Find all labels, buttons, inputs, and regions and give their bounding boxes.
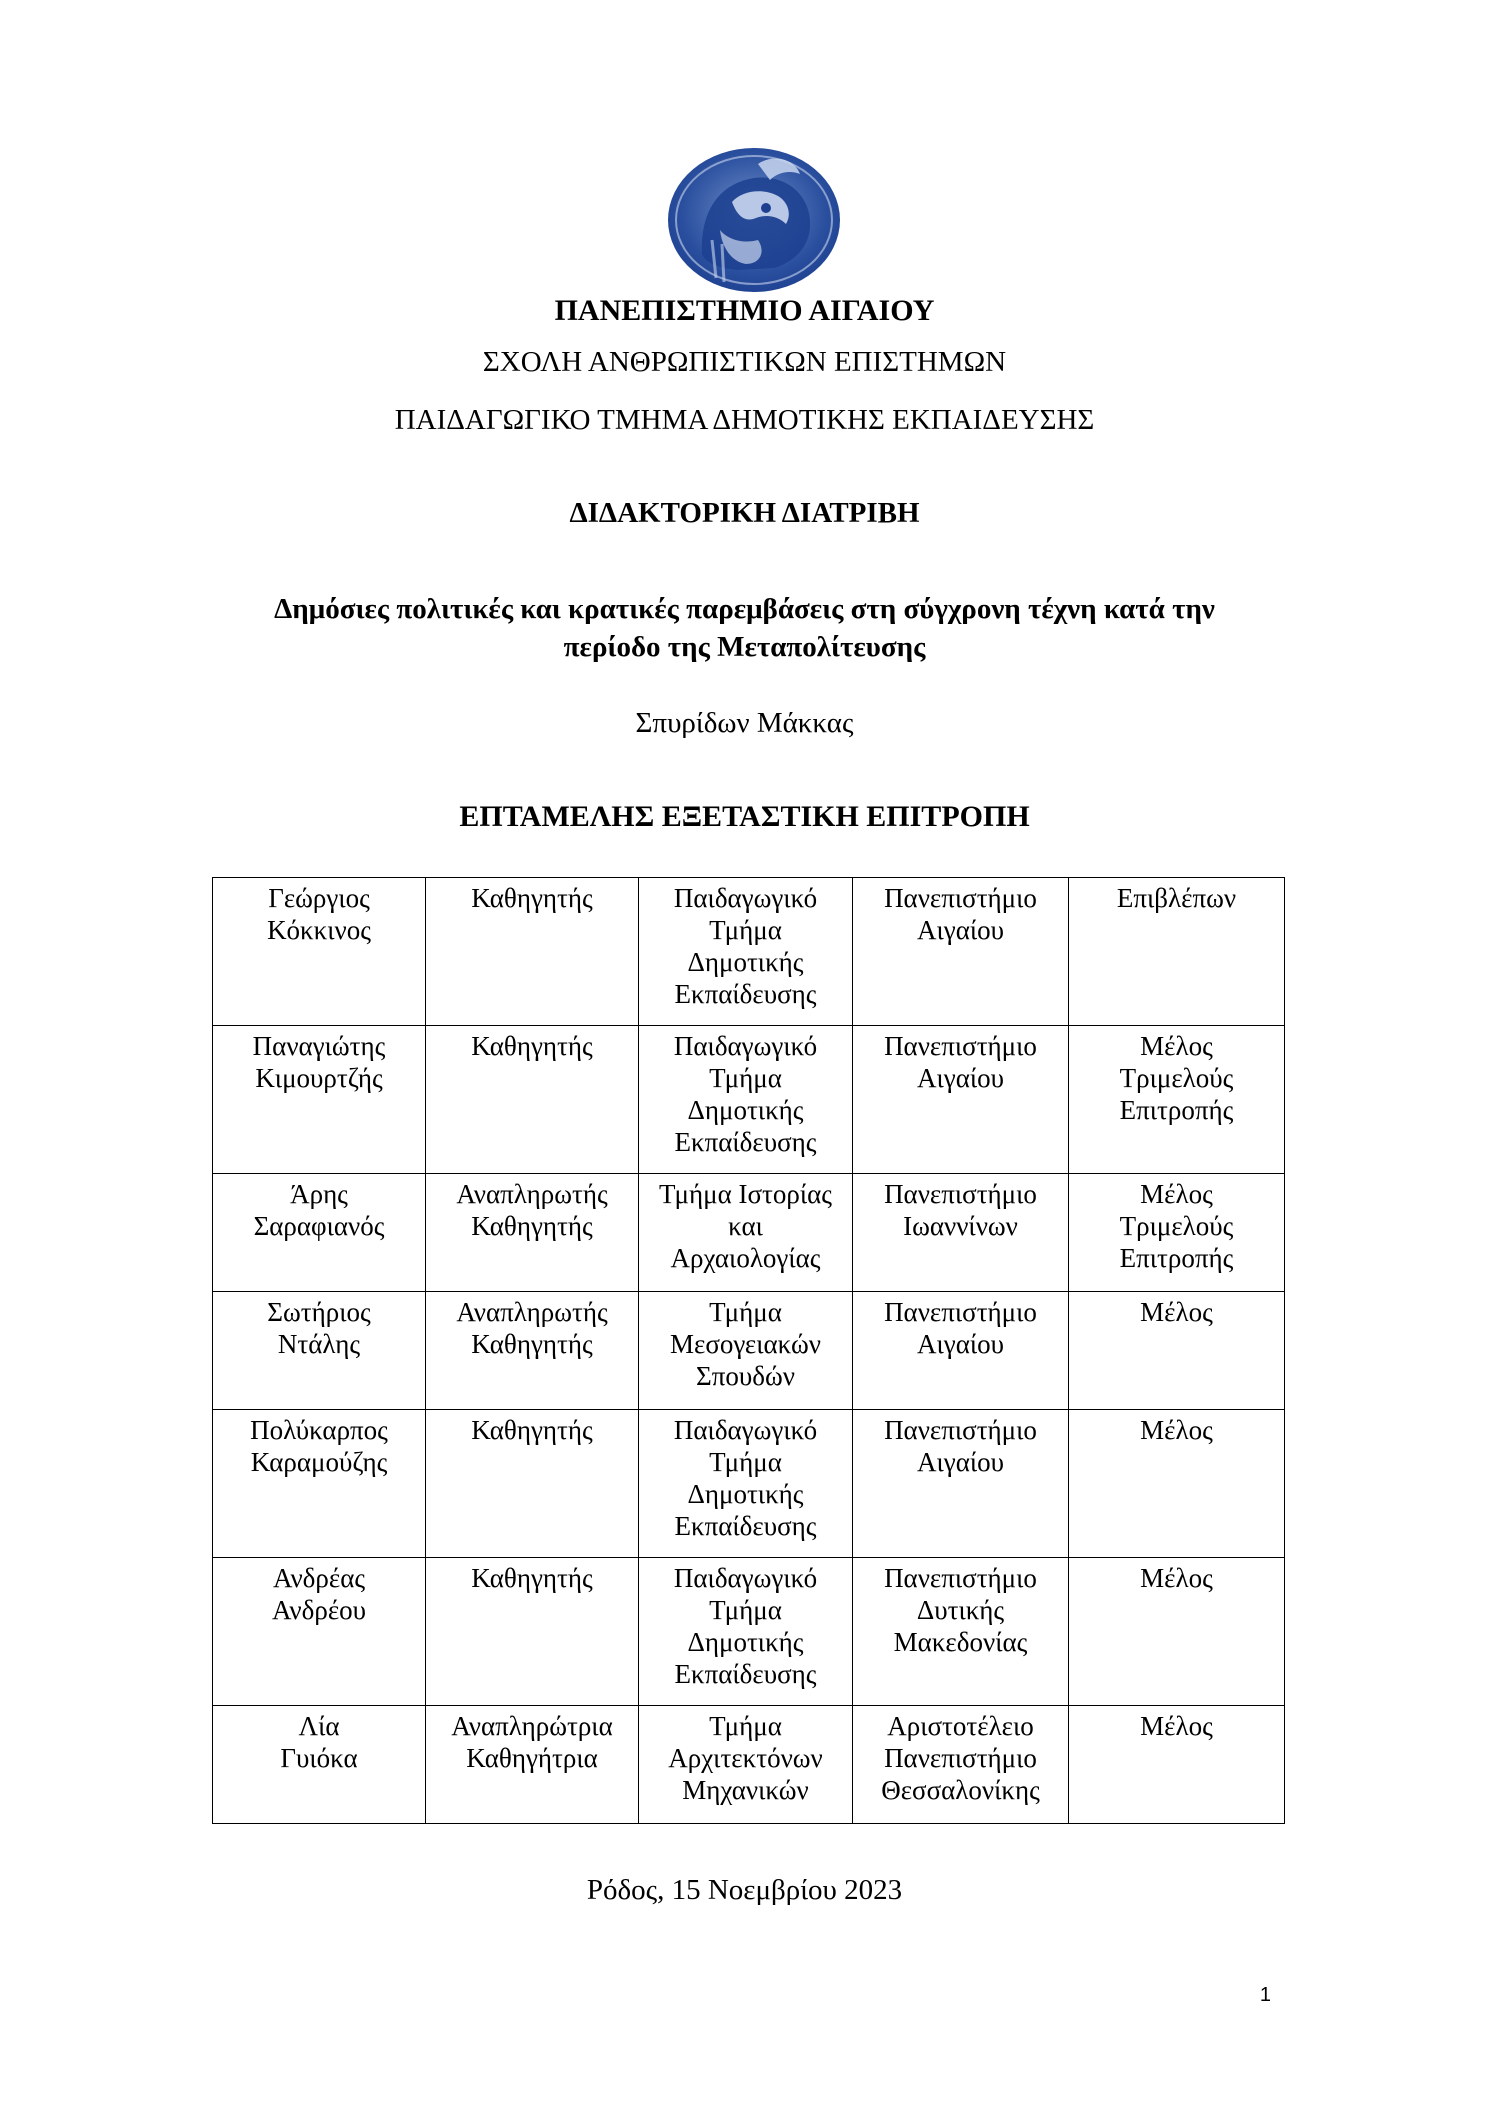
member-role-cell: Μέλος Τριμελούς Επιτροπής — [1069, 1026, 1285, 1174]
member-university-cell: Πανεπιστήμιο Αιγαίου — [853, 1410, 1069, 1558]
member-university-cell: Πανεπιστήμιο Αιγαίου — [853, 878, 1069, 1026]
department-name: ΠΑΙΔΑΓΩΓΙΚΟ ΤΜΗΜΑ ΔΗΜΟΤΙΚΗΣ ΕΚΠΑΙΔΕΥΣΗΣ — [394, 404, 1095, 436]
member-university-cell: Πανεπιστήμιο Αιγαίου — [853, 1292, 1069, 1410]
member-rank-cell: Καθηγητής — [426, 1558, 639, 1706]
member-role-cell: Μέλος — [1069, 1706, 1285, 1824]
member-name-cell: Λία Γυιόκα — [213, 1706, 426, 1824]
thesis-title — [0, 590, 1489, 666]
member-department-cell: Τμήμα Αρχιτεκτόνων Μηχανικών — [639, 1706, 853, 1824]
table-row — [213, 1292, 1285, 1410]
member-rank-cell: Καθηγητής — [426, 1410, 639, 1558]
member-rank-cell: Καθηγητής — [426, 1026, 639, 1174]
member-name-cell: Ανδρέας Ανδρέου — [213, 1558, 426, 1706]
member-department-cell: Τμήμα Μεσογειακών Σπουδών — [639, 1292, 853, 1410]
table-row — [213, 1410, 1285, 1558]
member-university-cell: Αριστοτέλειο Πανεπιστήμιο Θεσσαλονίκης — [853, 1706, 1069, 1824]
member-name-cell: Άρης Σαραφιανός — [213, 1174, 426, 1292]
member-department-cell: Παιδαγωγικό Τμήμα Δημοτικής Εκπαίδευσης — [639, 1410, 853, 1558]
member-rank-cell: Αναπληρωτής Καθηγητής — [426, 1174, 639, 1292]
member-role-cell: Μέλος — [1069, 1292, 1285, 1410]
member-rank-cell: Αναπληρωτής Καθηγητής — [426, 1292, 639, 1410]
member-role-cell: Επιβλέπων — [1069, 878, 1285, 1026]
table-row — [213, 1026, 1285, 1174]
table-row — [213, 878, 1285, 1026]
member-name-cell: Πολύκαρπος Καραμούζης — [213, 1410, 426, 1558]
author-name: Σπυρίδων Μάκκας — [635, 707, 854, 739]
member-name-cell: Σωτήριος Ντάλης — [213, 1292, 426, 1410]
member-name-cell: Γεώργιος Κόκκινος — [213, 878, 426, 1026]
member-rank-cell: Καθηγητής — [426, 878, 639, 1026]
committee-heading: ΕΠΤΑΜΕΛΗΣ ΕΞΕΤΑΣΤΙΚΗ ΕΠΙΤΡΟΠΗ — [459, 800, 1030, 833]
member-role-cell: Μέλος Τριμελούς Επιτροπής — [1069, 1174, 1285, 1292]
table-row — [213, 1174, 1285, 1292]
member-name-cell: Παναγιώτης Κιμουρτζής — [213, 1026, 426, 1174]
member-department-cell: Παιδαγωγικό Τμήμα Δημοτικής Εκπαίδευσης — [639, 878, 853, 1026]
member-department-cell: Παιδαγωγικό Τμήμα Δημοτικής Εκπαίδευσης — [639, 1026, 853, 1174]
member-role-cell: Μέλος — [1069, 1410, 1285, 1558]
school-name: ΣΧΟΛΗ ΑΝΘΡΩΠΙΣΤΙΚΩΝ ΕΠΙΣΤΗΜΩΝ — [482, 346, 1007, 378]
member-department-cell: Τμήμα Ιστορίας και Αρχαιολογίας — [639, 1174, 853, 1292]
member-university-cell: Πανεπιστήμιο Δυτικής Μακεδονίας — [853, 1558, 1069, 1706]
university-seal-logo — [662, 144, 846, 296]
committee-table — [212, 877, 1285, 1824]
page-number: 1 — [1259, 1984, 1271, 2006]
document-type: ΔΙΔΑΚΤΟΡΙΚΗ ΔΙΑΤΡΙΒΗ — [569, 497, 920, 529]
member-university-cell: Πανεπιστήμιο Ιωαννίνων — [853, 1174, 1069, 1292]
member-university-cell: Πανεπιστήμιο Αιγαίου — [853, 1026, 1069, 1174]
thesis-title-line-1: Δημόσιες πολιτικές και κρατικές παρεμβάσεις στη σύγχρονη τέχνη κατά την — [274, 593, 1215, 625]
member-rank-cell: Αναπληρώτρια Καθηγήτρια — [426, 1706, 639, 1824]
thesis-title-line-2: περίοδο της Μεταπολίτευσης — [563, 631, 926, 663]
place-date: Ρόδος, 15 Νοεμβρίου 2023 — [586, 1874, 903, 1906]
table-row — [213, 1558, 1285, 1706]
committee-table-body — [213, 878, 1285, 1824]
table-row — [213, 1706, 1285, 1824]
university-name: ΠΑΝΕΠΙΣΤΗΜΙΟ ΑΙΓΑΙΟΥ — [554, 294, 935, 327]
member-role-cell: Μέλος — [1069, 1558, 1285, 1706]
member-department-cell: Παιδαγωγικό Τμήμα Δημοτικής Εκπαίδευσης — [639, 1558, 853, 1706]
